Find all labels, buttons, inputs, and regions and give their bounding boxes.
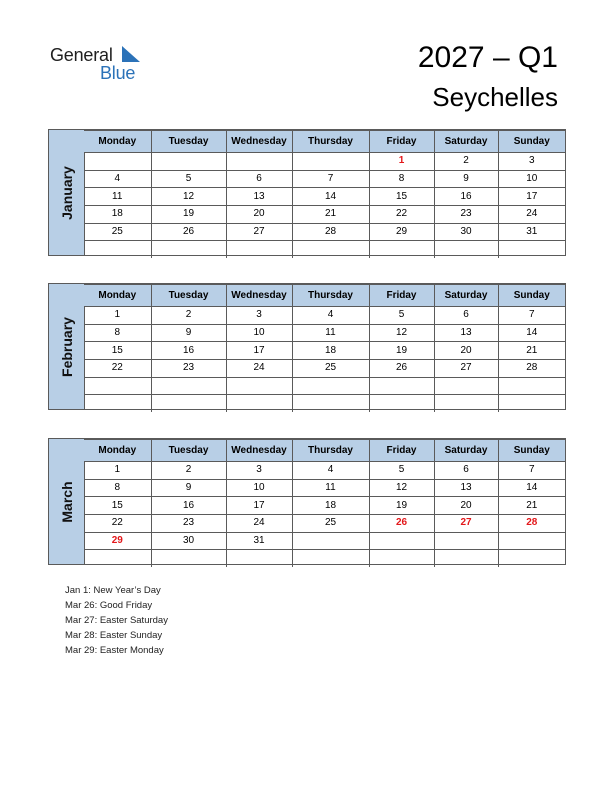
day-cell: [226, 241, 292, 258]
month-name: January: [58, 165, 75, 220]
day-cell: 19: [369, 342, 434, 360]
day-cell: 29: [84, 532, 151, 550]
day-cell: 22: [84, 515, 151, 533]
weekday-header: Sunday: [498, 440, 565, 462]
day-cell: [151, 550, 226, 567]
holiday-note: Mar 28: Easter Sunday: [65, 630, 163, 641]
day-cell: [498, 241, 565, 258]
day-cell: [84, 241, 151, 258]
day-cell: [369, 377, 434, 395]
holiday-notes: [65, 583, 168, 658]
weekday-header: Sunday: [498, 131, 565, 153]
day-cell: 20: [434, 497, 498, 515]
calendar-grid: [84, 130, 565, 258]
holiday-note: Mar 29: Easter Monday: [65, 645, 164, 656]
day-cell: 26: [151, 223, 226, 241]
day-cell: 6: [434, 307, 498, 325]
weekday-header: Sunday: [498, 285, 565, 307]
day-cell: 31: [226, 532, 292, 550]
day-cell: 7: [292, 170, 369, 188]
day-cell: 8: [84, 479, 151, 497]
day-cell: 16: [151, 342, 226, 360]
page-title: 2027 – Q1: [417, 41, 558, 74]
day-cell: 11: [292, 324, 369, 342]
month-calendar-march: [48, 438, 566, 565]
day-cell: 14: [498, 479, 565, 497]
day-cell: 18: [84, 206, 151, 224]
holiday-note: Jan 1: New Year’s Day: [65, 585, 161, 596]
day-cell: 11: [292, 479, 369, 497]
day-cell: 1: [369, 153, 434, 171]
day-cell: [151, 153, 226, 171]
day-cell: 15: [84, 497, 151, 515]
day-cell: [292, 153, 369, 171]
week-row: [84, 206, 565, 224]
day-cell: 27: [226, 223, 292, 241]
day-cell: 17: [226, 342, 292, 360]
day-cell: 2: [151, 462, 226, 480]
day-cell: 24: [226, 360, 292, 378]
weekday-header: Friday: [369, 131, 434, 153]
weekday-header: Thursday: [292, 131, 369, 153]
calendar-grid: [84, 284, 565, 412]
day-cell: 23: [434, 206, 498, 224]
day-cell: 4: [292, 307, 369, 325]
day-cell: [498, 395, 565, 412]
weekday-header: Wednesday: [226, 131, 292, 153]
logo-text-blue: Blue: [100, 63, 136, 83]
day-cell: 4: [84, 170, 151, 188]
day-cell: 19: [151, 206, 226, 224]
day-cell: [369, 532, 434, 550]
week-row: [84, 241, 565, 258]
day-cell: 15: [84, 342, 151, 360]
day-cell: 25: [84, 223, 151, 241]
day-cell: [84, 377, 151, 395]
day-cell: [369, 550, 434, 567]
day-cell: 5: [151, 170, 226, 188]
day-cell: 3: [498, 153, 565, 171]
week-row: [84, 497, 565, 515]
day-cell: 7: [498, 462, 565, 480]
week-row: [84, 153, 565, 171]
week-row: [84, 170, 565, 188]
day-cell: 14: [292, 188, 369, 206]
week-row: [84, 223, 565, 241]
day-cell: 9: [151, 479, 226, 497]
day-cell: 31: [498, 223, 565, 241]
day-cell: 25: [292, 360, 369, 378]
week-row: [84, 342, 565, 360]
day-cell: 17: [498, 188, 565, 206]
day-cell: 9: [151, 324, 226, 342]
day-cell: [84, 550, 151, 567]
day-cell: 8: [369, 170, 434, 188]
day-cell: 1: [84, 462, 151, 480]
day-cell: 8: [84, 324, 151, 342]
day-cell: 23: [151, 360, 226, 378]
day-cell: 21: [292, 206, 369, 224]
day-cell: [226, 153, 292, 171]
day-cell: [151, 241, 226, 258]
day-cell: 20: [226, 206, 292, 224]
day-cell: 9: [434, 170, 498, 188]
day-cell: 5: [369, 462, 434, 480]
weekday-header-row: [84, 440, 565, 462]
day-cell: [434, 395, 498, 412]
day-cell: [292, 532, 369, 550]
day-cell: [226, 550, 292, 567]
week-row: [84, 188, 565, 206]
day-cell: 29: [369, 223, 434, 241]
day-cell: 16: [151, 497, 226, 515]
month-calendar-february: [48, 283, 566, 410]
day-cell: 22: [84, 360, 151, 378]
calendar-grid: [84, 439, 565, 567]
country-title: Seychelles: [432, 82, 558, 112]
week-row: [84, 395, 565, 412]
weekday-header: Saturday: [434, 131, 498, 153]
week-row: [84, 462, 565, 480]
day-cell: 12: [369, 324, 434, 342]
day-cell: 2: [151, 307, 226, 325]
day-cell: [151, 395, 226, 412]
day-cell: 14: [498, 324, 565, 342]
week-row: [84, 324, 565, 342]
day-cell: 21: [498, 497, 565, 515]
weekday-header-row: [84, 285, 565, 307]
day-cell: [226, 395, 292, 412]
day-cell: [292, 550, 369, 567]
day-cell: 10: [226, 324, 292, 342]
weekday-header: Monday: [84, 285, 151, 307]
day-cell: 15: [369, 188, 434, 206]
weekday-header: Friday: [369, 440, 434, 462]
day-cell: [84, 395, 151, 412]
day-cell: 23: [151, 515, 226, 533]
day-cell: 24: [226, 515, 292, 533]
day-cell: [84, 153, 151, 171]
day-cell: 6: [226, 170, 292, 188]
day-cell: 18: [292, 497, 369, 515]
day-cell: [434, 377, 498, 395]
day-cell: [498, 377, 565, 395]
day-cell: [498, 532, 565, 550]
weekday-header: Monday: [84, 131, 151, 153]
holiday-note: Mar 27: Easter Saturday: [65, 615, 168, 626]
day-cell: 13: [434, 479, 498, 497]
week-row: [84, 377, 565, 395]
day-cell: 30: [151, 532, 226, 550]
day-cell: [226, 377, 292, 395]
weekday-header: Tuesday: [151, 131, 226, 153]
day-cell: 27: [434, 515, 498, 533]
day-cell: 1: [84, 307, 151, 325]
day-cell: 11: [84, 188, 151, 206]
week-row: [84, 360, 565, 378]
day-cell: 25: [292, 515, 369, 533]
day-cell: 18: [292, 342, 369, 360]
day-cell: 28: [498, 360, 565, 378]
day-cell: [434, 532, 498, 550]
day-cell: 10: [498, 170, 565, 188]
day-cell: 26: [369, 515, 434, 533]
logo-text-general: General: [50, 45, 113, 65]
day-cell: 6: [434, 462, 498, 480]
day-cell: 10: [226, 479, 292, 497]
day-cell: 22: [369, 206, 434, 224]
week-row: [84, 479, 565, 497]
day-cell: [292, 241, 369, 258]
day-cell: 13: [434, 324, 498, 342]
day-cell: [434, 241, 498, 258]
day-cell: 26: [369, 360, 434, 378]
week-row: [84, 532, 565, 550]
day-cell: 7: [498, 307, 565, 325]
month-label: [49, 130, 85, 255]
day-cell: 17: [226, 497, 292, 515]
month-name: February: [58, 316, 75, 377]
weekday-header-row: [84, 131, 565, 153]
day-cell: 27: [434, 360, 498, 378]
day-cell: 2: [434, 153, 498, 171]
day-cell: [434, 550, 498, 567]
weekday-header: Saturday: [434, 285, 498, 307]
day-cell: 28: [292, 223, 369, 241]
brand-logo: [50, 44, 150, 84]
day-cell: 28: [498, 515, 565, 533]
month-label: [49, 439, 85, 564]
day-cell: [498, 550, 565, 567]
day-cell: 13: [226, 188, 292, 206]
weekday-header: Tuesday: [151, 440, 226, 462]
weekday-header: Thursday: [292, 285, 369, 307]
day-cell: [292, 377, 369, 395]
day-cell: [369, 395, 434, 412]
day-cell: 5: [369, 307, 434, 325]
day-cell: 4: [292, 462, 369, 480]
weekday-header: Wednesday: [226, 440, 292, 462]
day-cell: 20: [434, 342, 498, 360]
weekday-header: Monday: [84, 440, 151, 462]
month-name: March: [58, 480, 75, 523]
weekday-header: Thursday: [292, 440, 369, 462]
day-cell: 30: [434, 223, 498, 241]
day-cell: 19: [369, 497, 434, 515]
day-cell: 24: [498, 206, 565, 224]
holiday-note: Mar 26: Good Friday: [65, 600, 153, 611]
month-calendar-january: [48, 129, 566, 256]
day-cell: 21: [498, 342, 565, 360]
day-cell: [292, 395, 369, 412]
day-cell: 3: [226, 462, 292, 480]
week-row: [84, 550, 565, 567]
month-label: [49, 284, 85, 409]
day-cell: [369, 241, 434, 258]
weekday-header: Saturday: [434, 440, 498, 462]
weekday-header: Friday: [369, 285, 434, 307]
week-row: [84, 515, 565, 533]
week-row: [84, 307, 565, 325]
day-cell: 12: [151, 188, 226, 206]
weekday-header: Tuesday: [151, 285, 226, 307]
weekday-header: Wednesday: [226, 285, 292, 307]
day-cell: 3: [226, 307, 292, 325]
day-cell: 16: [434, 188, 498, 206]
day-cell: 12: [369, 479, 434, 497]
day-cell: [151, 377, 226, 395]
